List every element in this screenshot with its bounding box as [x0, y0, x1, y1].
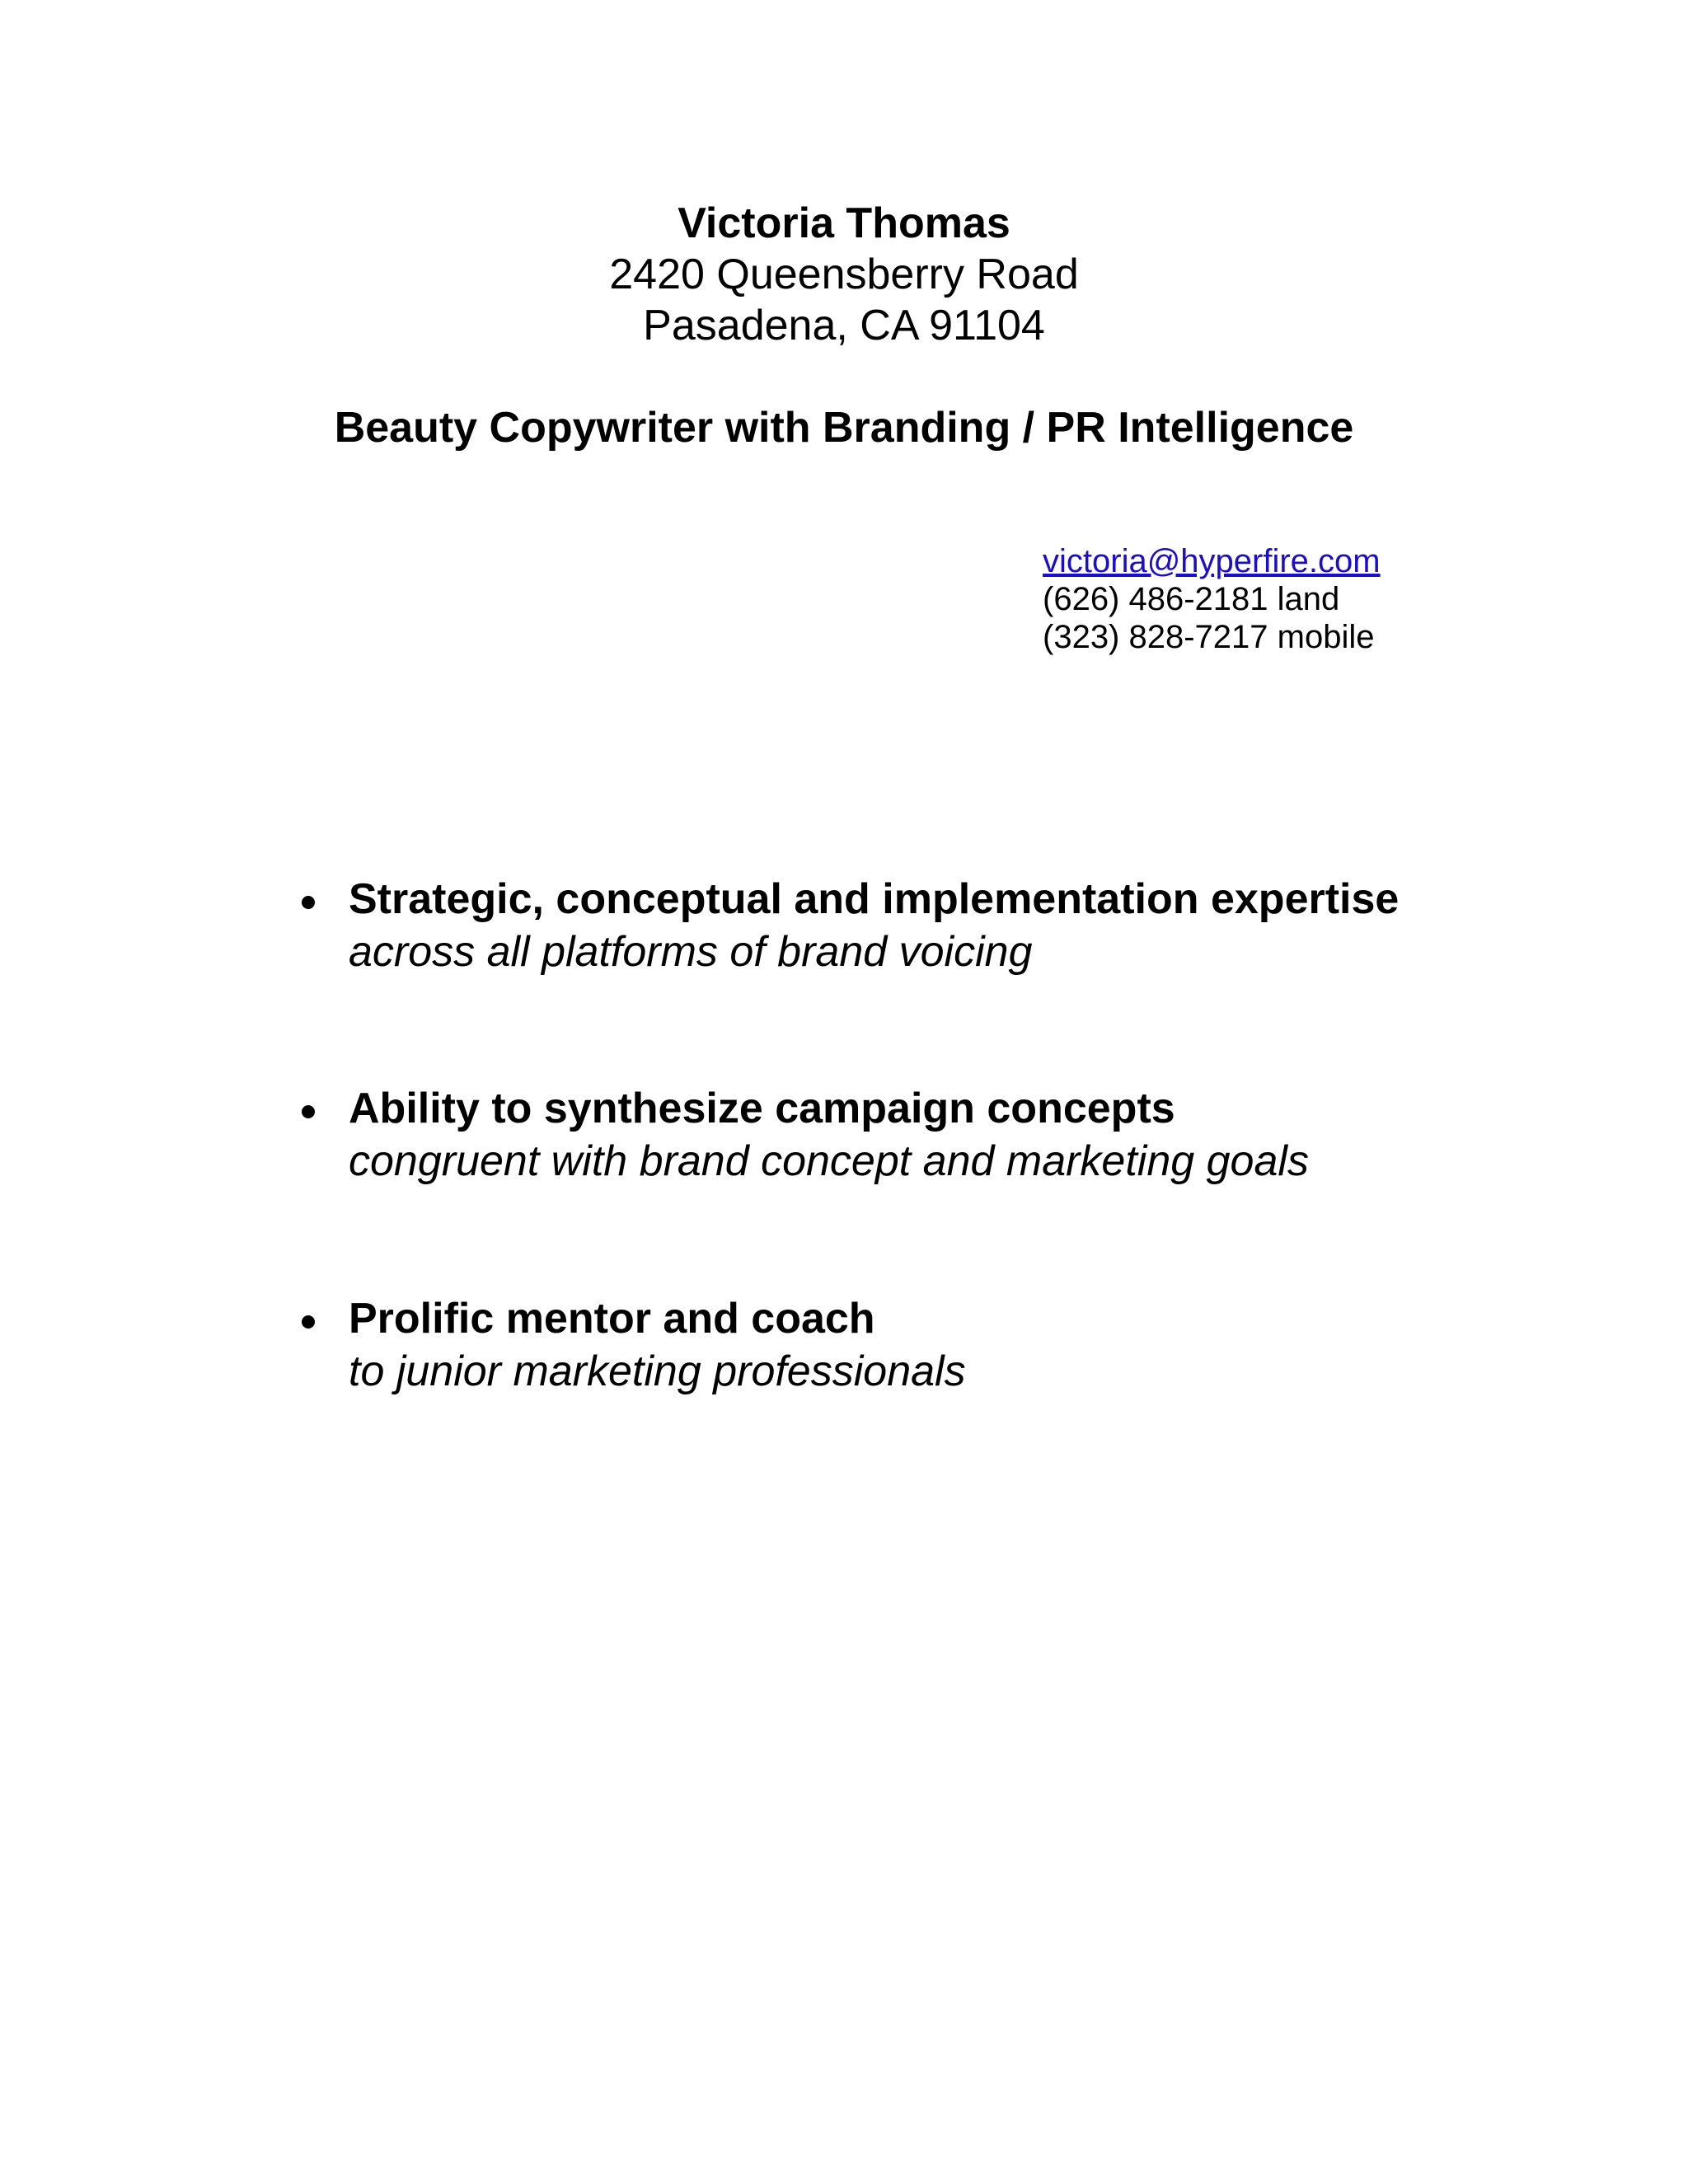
bullet-title: Strategic, conceptual and implementation expertise: [349, 875, 1400, 923]
email-link[interactable]: victoria@hyperfire.com: [1043, 543, 1381, 579]
bullet-subtitle: across all platforms of brand voicing: [349, 928, 1033, 976]
bullet-subtitle: to junior marketing professionals: [349, 1347, 966, 1395]
bullet-icon: [302, 896, 315, 909]
professional-headline: Beauty Copywriter with Branding / PR Intelligence: [334, 404, 1354, 452]
address-city: Pasadena, CA 91104: [643, 302, 1045, 349]
candidate-name: Victoria Thomas: [678, 199, 1010, 247]
bullet-title: Prolific mentor and coach: [349, 1295, 875, 1343]
address-street: 2420 Queensberry Road: [609, 251, 1079, 298]
bullet-icon: [302, 1315, 315, 1329]
bullet-subtitle: congruent with brand concept and marketing goals: [349, 1137, 1309, 1185]
phone-mobile: (323) 828-7217 mobile: [1043, 619, 1375, 655]
bullet-title: Ability to synthesize campaign concepts: [349, 1085, 1175, 1132]
bullet-icon: [302, 1105, 315, 1118]
phone-land: (626) 486-2181 land: [1043, 581, 1340, 617]
